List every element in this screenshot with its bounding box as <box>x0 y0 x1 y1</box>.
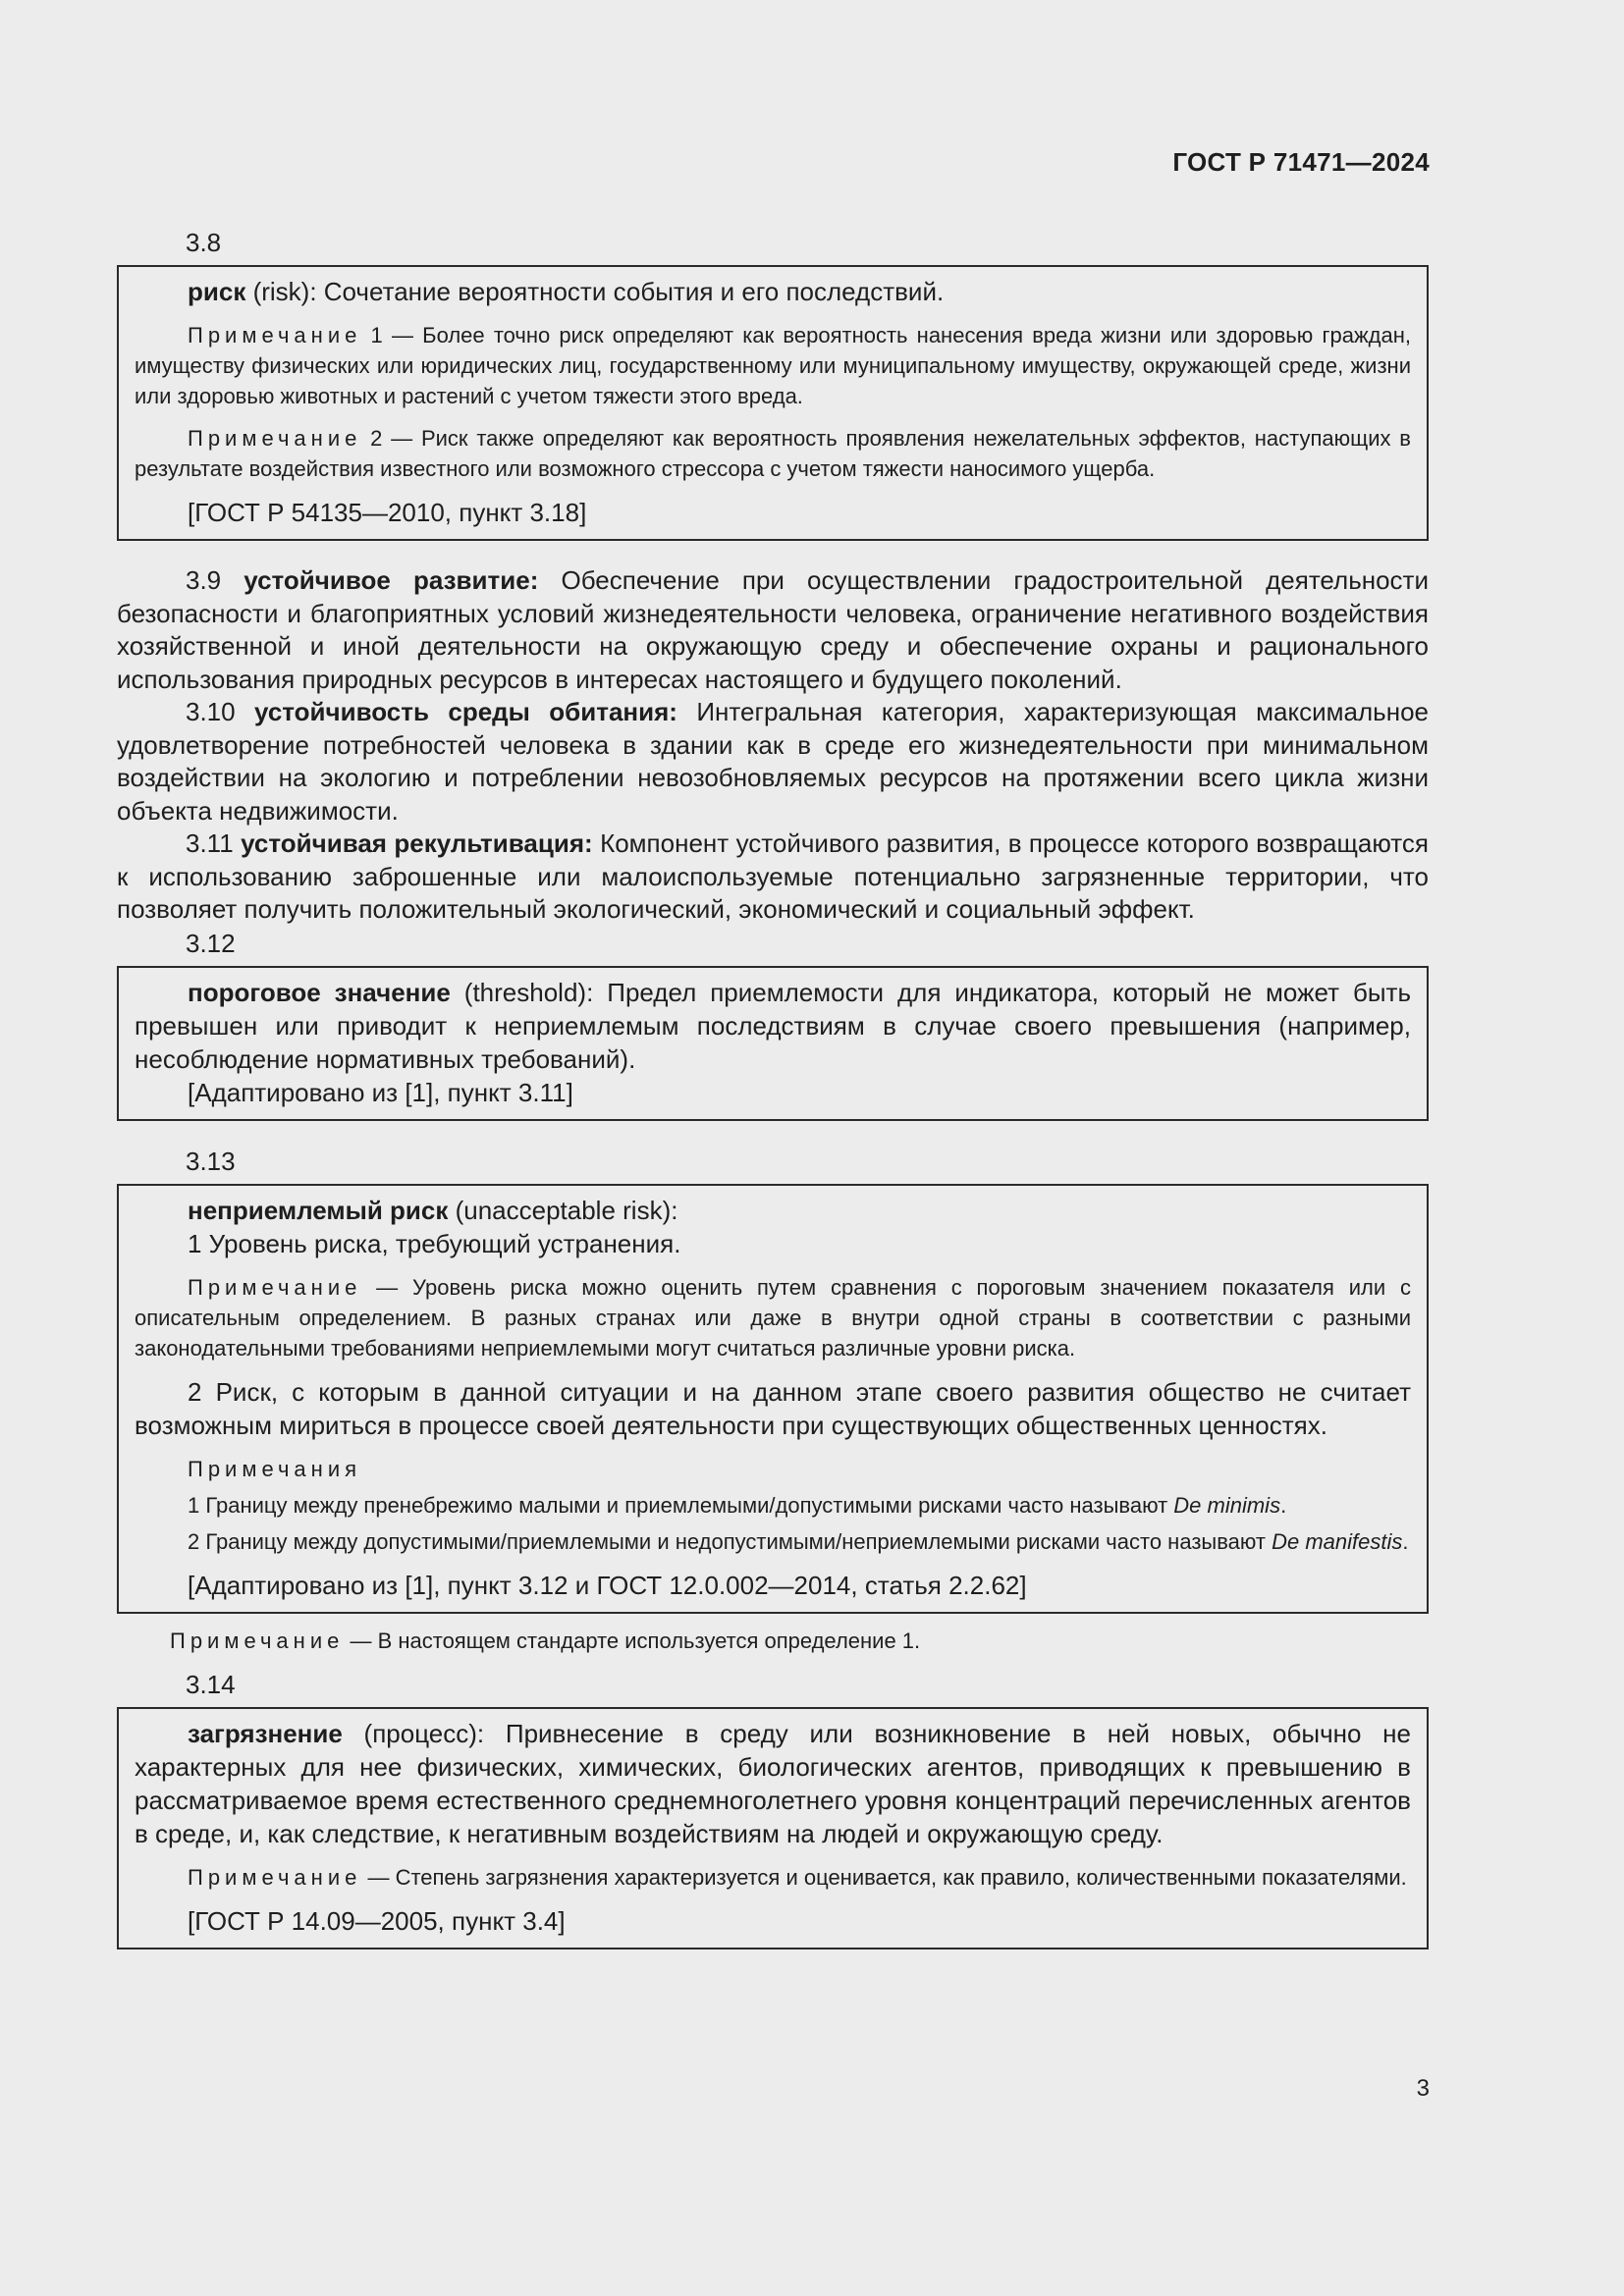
term-paragraph <box>117 696 1429 828</box>
note-italic-term: De manifestis <box>1272 1528 1403 1554</box>
term-definition <box>135 1717 1411 1850</box>
note-label: Примечание <box>188 426 362 451</box>
note-text: — Степень загрязнения характеризуется и оценивается, как правило, количественными показателями. <box>361 1864 1407 1890</box>
term-box-pollution <box>117 1707 1429 1949</box>
note-text: 2 — Риск также определяют как вероятность проявления нежелательных эффектов, наступающих в результате воздействия известного или возможного стрессора с учетом тяжести наносимого ущерба. <box>135 426 1411 481</box>
document-header: ГОСТ Р 71471—2024 <box>1172 147 1430 177</box>
term-text: (unacceptable risk): <box>448 1195 678 1225</box>
note-label: Примечание <box>188 1274 362 1300</box>
term-box-threshold <box>117 966 1429 1121</box>
term-name: загрязнение <box>188 1718 343 1748</box>
term-box-risk <box>117 265 1429 541</box>
term-name: риск <box>188 277 246 306</box>
standalone-note <box>117 1626 1429 1656</box>
term-text: Компонент устойчивого развития, в процессе которого возвращаются к использованию заброшенные или малоиспользуемые потенциально загрязненные территории, что позволяет получить положительный экологический, экономический и социальный эффект. <box>117 828 1429 924</box>
term-number: 3.11 <box>186 828 234 858</box>
term-number: 3.9 <box>186 565 222 595</box>
term-source: [ГОСТ Р 14.09—2005, пункт 3.4] <box>188 1905 566 1936</box>
note <box>135 320 1411 411</box>
term-name: устойчивая рекультивация: <box>241 828 593 858</box>
note-label: Примечание <box>170 1628 345 1653</box>
term-number: 3.8 <box>186 228 222 257</box>
note <box>135 1862 1411 1893</box>
term-definition <box>135 275 1411 308</box>
term-paragraph <box>117 564 1429 696</box>
term-text: (threshold): Предел приемлемости для индикатора, который не может быть превышен или приводит к неприемлемым последствиям в случае своего превышения (например, несоблюдение нормативных требований). <box>135 977 1411 1074</box>
note-end: . <box>1402 1528 1409 1554</box>
note-text: — В настоящем стандарте используется определение 1. <box>344 1628 921 1653</box>
term-number: 3.12 <box>186 928 236 958</box>
term-text: Интегральная категория, характеризующая максимальное удовлетворение потребностей человека в здании как в среде его жизнедеятельности при минимальном воздействии на экологию и потреблении невозобновляемых ресурсов на протяжении всего цикла жизни объекта недвижимости. <box>117 697 1429 826</box>
note-text: 1 Границу между пренебрежимо малыми и приемлемыми/допустимыми рисками часто называют <box>188 1492 1174 1518</box>
note-label: Примечание <box>188 323 362 347</box>
note-text: — Уровень риска можно оценить путем сравнения с пороговым значением показателя или с описательным определением. В разных странах или даже в внутри одной страны в соответствии с разными законодательными требованиями неприемлемыми могут считаться различные уровни риска. <box>135 1274 1411 1361</box>
term-number: 3.14 <box>186 1669 236 1699</box>
note <box>135 423 1411 484</box>
page-number: 3 <box>1416 2075 1430 2102</box>
term-text: (процесс): Привнесение в среду или возникновение в ней новых, обычно не характерных для нее физических, химических, биологических агентов, приводящих к превышению в рассматриваемое время естественного среднемноголетнего уровня концентраций перечисленных агентов в среде, и, как следствие, к негативным воздействиям на людей и окружающую среду. <box>135 1718 1411 1848</box>
note-item <box>135 1526 1411 1557</box>
term-text: (risk): Сочетание вероятности события и его последствий. <box>245 277 945 306</box>
definition-1: 1 Уровень риска, требующий устранения. <box>188 1228 681 1258</box>
term-box-unacceptable-risk <box>117 1184 1429 1614</box>
note-text: 1 — Более точно риск определяют как вероятность нанесения вреда жизни или здоровью граждан, имуществу физических или юридических лиц, государственному или муниципальному имуществу, окружающей среде, жизни или здоровью животных и растений с учетом тяжести этого вреда. <box>135 323 1411 408</box>
document-body <box>117 226 1429 1949</box>
notes-label-text: Примечания <box>188 1456 362 1481</box>
note-item <box>135 1490 1411 1521</box>
term-paragraph <box>117 828 1429 927</box>
term-number: 3.10 <box>186 697 236 726</box>
note-label: Примечание <box>188 1864 362 1890</box>
term-number: 3.13 <box>186 1146 236 1176</box>
term-text: Обеспечение при осуществлении градостроительной деятельности безопасности и благоприятных условий жизнедеятельности человека, ограничение негативного воздействия хозяйственной и иной деятельности на окружающую среду и обеспечение охраны и рационального использования природных ресурсов в интересах настоящего и будущего поколений. <box>117 565 1429 694</box>
note-italic-term: De minimis <box>1173 1492 1281 1518</box>
term-name: пороговое значение <box>188 977 451 1007</box>
note-end: . <box>1280 1492 1287 1518</box>
term-source: [Адаптировано из [1], пункт 3.11] <box>188 1077 573 1107</box>
term-source: [ГОСТ Р 54135—2010, пункт 3.18] <box>188 498 587 527</box>
note <box>135 1272 1411 1363</box>
term-name: неприемлемый риск <box>188 1195 449 1225</box>
note-text: 2 Границу между допустимыми/приемлемыми и недопустимыми/неприемлемыми рисками часто называют <box>188 1528 1272 1554</box>
notes-label <box>135 1454 1411 1484</box>
term-definition <box>135 1194 1411 1227</box>
definition-2: 2 Риск, с которым в данной ситуации и на данном этапе своего развития общество не считает возможным мириться в процессе своей деятельности при существующих общественных ценностях. <box>135 1376 1411 1440</box>
term-name: устойчивость среды обитания: <box>254 697 677 726</box>
term-name: устойчивое развитие: <box>244 565 539 595</box>
term-definition <box>135 976 1411 1076</box>
term-source: [Адаптировано из [1], пункт 3.12 и ГОСТ 12.0.002—2014, статья 2.2.62] <box>188 1570 1027 1600</box>
